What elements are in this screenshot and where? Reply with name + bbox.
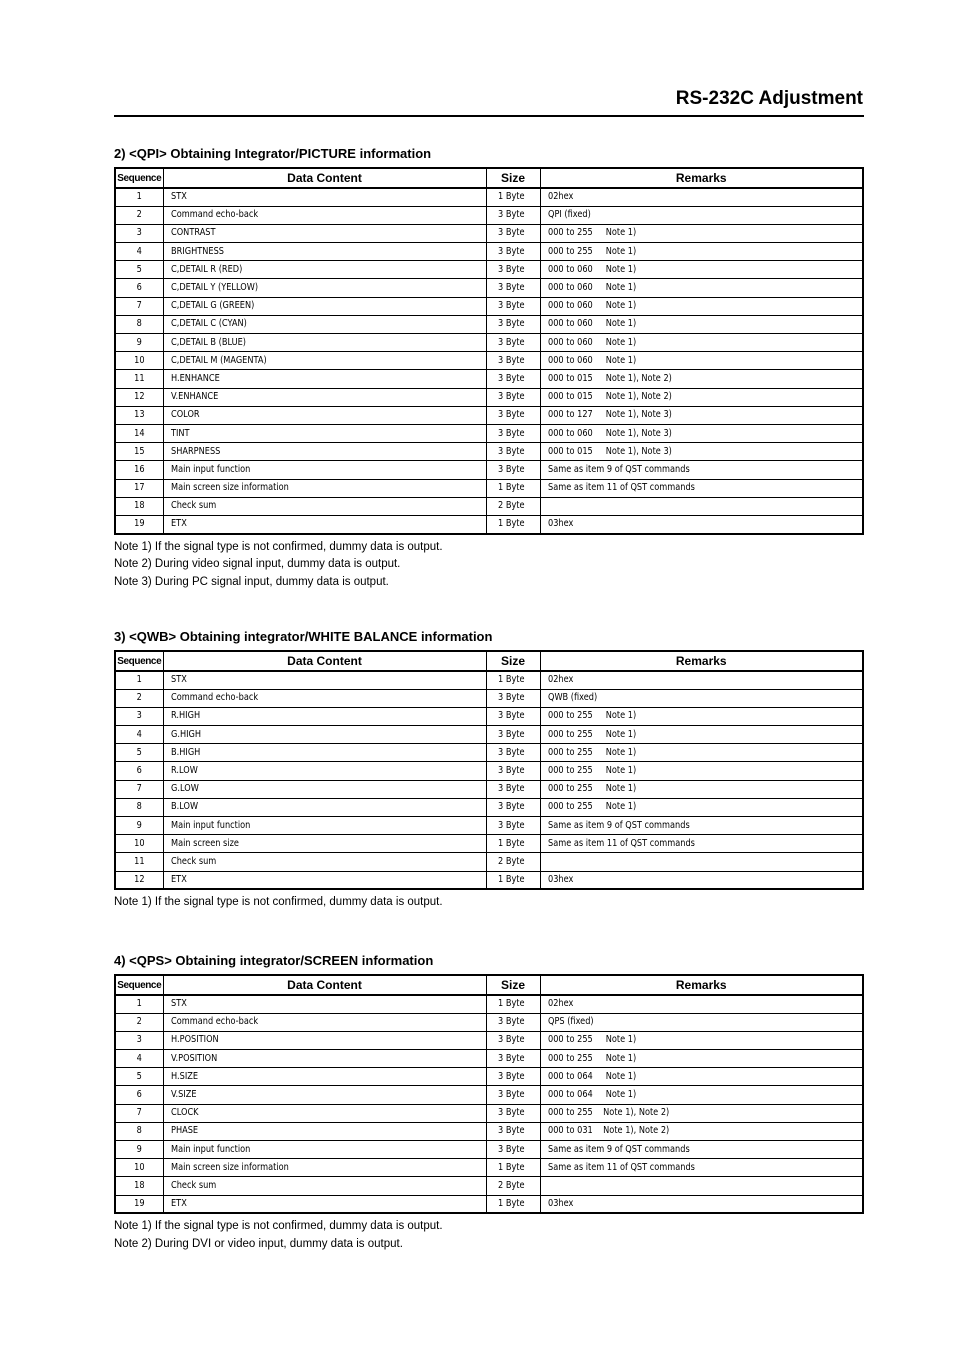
cell-size: 3 Byte [486,297,540,315]
cell-size: 1 Byte [486,479,540,497]
cell-remarks: 000 to 255 Note 1) [540,744,863,762]
cell-size: 3 Byte [486,243,540,261]
section-heading: 2) <QPI> Obtaining Integrator/PICTURE information [114,146,432,161]
cell-remarks [540,1177,863,1195]
cell-remarks: 000 to 060 Note 1) [540,279,863,297]
cell-data-content: B.HIGH [163,744,486,762]
cell-sequence: 3 [115,224,163,242]
cell-remarks: 000 to 060 Note 1) [540,334,863,352]
cell-sequence: 19 [115,515,163,533]
cell-size: 3 Byte [486,352,540,370]
table-row [115,424,863,442]
note: Note 1) If the signal type is not confirmed, dummy data is output. [114,540,443,553]
table-row [115,406,863,424]
cell-sequence: 8 [115,1122,163,1140]
cell-sequence: 11 [115,853,163,871]
cell-data-content: C,DETAIL R (RED) [163,261,486,279]
cell-sequence: 8 [115,315,163,333]
cell-size: 3 Byte [486,388,540,406]
cell-remarks: 000 to 064 Note 1) [540,1068,863,1086]
cell-remarks: 000 to 255 Note 1) [540,243,863,261]
section-heading: 4) <QPS> Obtaining integrator/SCREEN information [114,953,434,968]
table-header-row [115,975,863,995]
column-header-sequence: Sequence [115,168,163,188]
cell-sequence: 7 [115,1104,163,1122]
table-row [115,1031,863,1049]
cell-remarks: QPI (fixed) [540,206,863,224]
title-rule [114,115,864,117]
cell-size: 3 Byte [486,726,540,744]
table-row [115,1122,863,1140]
table-row [115,515,863,533]
cell-sequence: 4 [115,726,163,744]
note: Note 2) During video signal input, dummy data is output. [114,558,401,571]
cell-data-content: Command echo-back [163,1013,486,1031]
cell-remarks: 000 to 255 Note 1) [540,780,863,798]
cell-remarks: 000 to 255 Note 1) [540,762,863,780]
cell-data-content: C,DETAIL M (MAGENTA) [163,352,486,370]
cell-sequence: 3 [115,707,163,725]
cell-remarks: QPS (fixed) [540,1013,863,1031]
cell-size: 3 Byte [486,334,540,352]
cell-size: 3 Byte [486,424,540,442]
column-header-size: Size [486,651,540,671]
cell-remarks: 000 to 060 Note 1) [540,315,863,333]
table-row [115,1068,863,1086]
cell-data-content: Main input function [163,461,486,479]
cell-sequence: 10 [115,352,163,370]
table-row [115,261,863,279]
cell-sequence: 15 [115,443,163,461]
cell-data-content: G.HIGH [163,726,486,744]
table-row [115,1195,863,1213]
cell-size: 1 Byte [486,1195,540,1213]
table-row [115,1086,863,1104]
column-header-data-content: Data Content [163,975,486,995]
cell-remarks [540,497,863,515]
cell-remarks: Same as item 11 of QST commands [540,479,863,497]
note: Note 2) During DVI or video input, dummy data is output. [114,1237,403,1250]
table-row [115,206,863,224]
notes [114,539,864,592]
table-row [115,1177,863,1195]
notes [114,1218,864,1253]
cell-data-content: Main input function [163,817,486,835]
table-row [115,762,863,780]
cell-sequence: 4 [115,243,163,261]
cell-data-content: Check sum [163,1177,486,1195]
cell-data-content: B.LOW [163,798,486,816]
cell-remarks: Same as item 9 of QST commands [540,817,863,835]
cell-size: 3 Byte [486,1031,540,1049]
section-heading: 3) <QWB> Obtaining integrator/WHITE BALANCE information [114,629,493,644]
cell-sequence: 13 [115,406,163,424]
cell-data-content: PHASE [163,1122,486,1140]
cell-remarks: 03hex [540,1195,863,1213]
table-row [115,689,863,707]
cell-sequence: 9 [115,334,163,352]
cell-remarks: 03hex [540,871,863,889]
cell-size: 3 Byte [486,370,540,388]
cell-size: 3 Byte [486,817,540,835]
note: Note 1) If the signal type is not confirmed, dummy data is output. [114,1220,443,1233]
table-row [115,315,863,333]
cell-sequence: 7 [115,297,163,315]
cell-size: 3 Byte [486,443,540,461]
column-header-sequence: Sequence [115,651,163,671]
cell-data-content: V.POSITION [163,1050,486,1068]
column-header-remarks: Remarks [540,975,863,995]
cell-remarks: 000 to 015 Note 1), Note 3) [540,443,863,461]
cell-sequence: 6 [115,762,163,780]
cell-remarks: Same as item 9 of QST commands [540,461,863,479]
table-row [115,871,863,889]
cell-remarks: 02hex [540,671,863,689]
cell-sequence: 5 [115,744,163,762]
column-header-data-content: Data Content [163,168,486,188]
cell-data-content: V.SIZE [163,1086,486,1104]
cell-sequence: 3 [115,1031,163,1049]
cell-data-content: G.LOW [163,780,486,798]
cell-remarks: 000 to 060 Note 1), Note 3) [540,424,863,442]
table-row [115,798,863,816]
cell-size: 1 Byte [486,671,540,689]
cell-data-content: C,DETAIL Y (YELLOW) [163,279,486,297]
cell-sequence: 1 [115,188,163,206]
table-row [115,671,863,689]
column-header-remarks: Remarks [540,168,863,188]
cell-data-content: C,DETAIL C (CYAN) [163,315,486,333]
cell-sequence: 7 [115,780,163,798]
table-row [115,707,863,725]
data-table [114,650,864,890]
cell-data-content: R.HIGH [163,707,486,725]
cell-size: 3 Byte [486,224,540,242]
table-row [115,370,863,388]
column-header-size: Size [486,168,540,188]
table-row [115,1141,863,1159]
cell-remarks: 000 to 015 Note 1), Note 2) [540,388,863,406]
table-header-row [115,168,863,188]
cell-size: 3 Byte [486,261,540,279]
cell-remarks: 000 to 255 Note 1) [540,707,863,725]
cell-sequence: 6 [115,279,163,297]
table-row [115,1013,863,1031]
cell-remarks: 000 to 060 Note 1) [540,297,863,315]
cell-sequence: 10 [115,1159,163,1177]
cell-data-content: Main screen size [163,835,486,853]
cell-data-content: Main input function [163,1141,486,1159]
cell-data-content: CLOCK [163,1104,486,1122]
cell-data-content: Check sum [163,853,486,871]
cell-data-content: SHARPNESS [163,443,486,461]
column-header-data-content: Data Content [163,651,486,671]
cell-size: 3 Byte [486,780,540,798]
table-row [115,224,863,242]
cell-remarks: 000 to 060 Note 1) [540,261,863,279]
cell-data-content: C,DETAIL B (BLUE) [163,334,486,352]
table-row [115,188,863,206]
cell-sequence: 2 [115,689,163,707]
cell-sequence: 8 [115,798,163,816]
table-row [115,243,863,261]
table-row [115,995,863,1013]
cell-size: 1 Byte [486,515,540,533]
note: Note 1) If the signal type is not confirmed, dummy data is output. [114,896,443,909]
cell-size: 3 Byte [486,762,540,780]
cell-data-content: CONTRAST [163,224,486,242]
cell-data-content: C,DETAIL G (GREEN) [163,297,486,315]
cell-size: 3 Byte [486,798,540,816]
cell-size: 3 Byte [486,707,540,725]
cell-size: 3 Byte [486,1104,540,1122]
cell-remarks: Same as item 9 of QST commands [540,1141,863,1159]
cell-data-content: R.LOW [163,762,486,780]
cell-data-content: STX [163,671,486,689]
cell-data-content: Check sum [163,497,486,515]
cell-data-content: ETX [163,515,486,533]
cell-data-content: Command echo-back [163,206,486,224]
cell-remarks: 03hex [540,515,863,533]
cell-sequence: 2 [115,1013,163,1031]
cell-size: 3 Byte [486,461,540,479]
cell-data-content: BRIGHTNESS [163,243,486,261]
column-header-remarks: Remarks [540,651,863,671]
section-qpi [114,145,864,591]
cell-remarks: QWB (fixed) [540,689,863,707]
cell-remarks: 000 to 255 Note 1) [540,224,863,242]
cell-remarks: 000 to 031 Note 1), Note 2) [540,1122,863,1140]
cell-data-content: ETX [163,1195,486,1213]
cell-data-content: ETX [163,871,486,889]
cell-sequence: 14 [115,424,163,442]
cell-size: 2 Byte [486,853,540,871]
cell-data-content: Command echo-back [163,689,486,707]
section-qps [114,952,864,1253]
cell-data-content: H.SIZE [163,1068,486,1086]
cell-size: 1 Byte [486,995,540,1013]
cell-sequence: 19 [115,1195,163,1213]
table-header-row [115,651,863,671]
cell-sequence: 2 [115,206,163,224]
cell-remarks: 000 to 255 Note 1) [540,798,863,816]
section-qwb [114,628,864,912]
cell-size: 1 Byte [486,835,540,853]
cell-size: 2 Byte [486,1177,540,1195]
cell-remarks: 02hex [540,995,863,1013]
table-row [115,497,863,515]
cell-remarks: Same as item 11 of QST commands [540,835,863,853]
cell-data-content: H.POSITION [163,1031,486,1049]
cell-sequence: 12 [115,871,163,889]
cell-sequence: 18 [115,1177,163,1195]
cell-size: 3 Byte [486,1122,540,1140]
cell-remarks: Same as item 11 of QST commands [540,1159,863,1177]
cell-size: 1 Byte [486,1159,540,1177]
cell-size: 3 Byte [486,689,540,707]
cell-size: 3 Byte [486,744,540,762]
cell-sequence: 10 [115,835,163,853]
cell-size: 3 Byte [486,1086,540,1104]
cell-sequence: 11 [115,370,163,388]
table-row [115,1050,863,1068]
page-title: RS-232C Adjustment [675,88,863,109]
cell-size: 3 Byte [486,1013,540,1031]
cell-remarks [540,853,863,871]
table-row [115,853,863,871]
column-header-sequence: Sequence [115,975,163,995]
cell-remarks: 000 to 060 Note 1) [540,352,863,370]
table-row [115,1104,863,1122]
cell-remarks: 000 to 255 Note 1) [540,1050,863,1068]
cell-sequence: 5 [115,261,163,279]
cell-data-content: Main screen size information [163,479,486,497]
cell-remarks: 000 to 127 Note 1), Note 3) [540,406,863,424]
cell-sequence: 12 [115,388,163,406]
notes [114,894,864,912]
table-row [115,443,863,461]
data-table [114,167,864,535]
cell-sequence: 5 [115,1068,163,1086]
table-row [115,279,863,297]
cell-data-content: V.ENHANCE [163,388,486,406]
table-row [115,334,863,352]
cell-sequence: 16 [115,461,163,479]
cell-size: 3 Byte [486,1141,540,1159]
cell-size: 3 Byte [486,206,540,224]
table-row [115,461,863,479]
cell-remarks: 02hex [540,188,863,206]
cell-size: 3 Byte [486,315,540,333]
cell-data-content: H.ENHANCE [163,370,486,388]
cell-sequence: 9 [115,817,163,835]
table-row [115,1159,863,1177]
table-row [115,726,863,744]
cell-data-content: COLOR [163,406,486,424]
cell-remarks: 000 to 255 Note 1), Note 2) [540,1104,863,1122]
cell-size: 2 Byte [486,497,540,515]
cell-size: 1 Byte [486,871,540,889]
cell-remarks: 000 to 255 Note 1) [540,726,863,744]
cell-sequence: 6 [115,1086,163,1104]
cell-size: 3 Byte [486,406,540,424]
table-row [115,780,863,798]
cell-sequence: 4 [115,1050,163,1068]
note: Note 3) During PC signal input, dummy data is output. [114,575,389,588]
cell-remarks: 000 to 064 Note 1) [540,1086,863,1104]
data-table [114,974,864,1214]
cell-sequence: 9 [115,1141,163,1159]
table-row [115,352,863,370]
table-row [115,835,863,853]
table-row [115,744,863,762]
table-row [115,388,863,406]
cell-data-content: TINT [163,424,486,442]
cell-remarks: 000 to 255 Note 1) [540,1031,863,1049]
cell-remarks: 000 to 015 Note 1), Note 2) [540,370,863,388]
cell-sequence: 1 [115,995,163,1013]
cell-size: 3 Byte [486,1050,540,1068]
cell-size: 1 Byte [486,188,540,206]
cell-data-content: STX [163,995,486,1013]
cell-sequence: 18 [115,497,163,515]
table-row [115,817,863,835]
cell-sequence: 1 [115,671,163,689]
cell-size: 3 Byte [486,279,540,297]
table-row [115,297,863,315]
cell-size: 3 Byte [486,1068,540,1086]
cell-data-content: STX [163,188,486,206]
column-header-size: Size [486,975,540,995]
cell-sequence: 17 [115,479,163,497]
cell-data-content: Main screen size information [163,1159,486,1177]
table-row [115,479,863,497]
